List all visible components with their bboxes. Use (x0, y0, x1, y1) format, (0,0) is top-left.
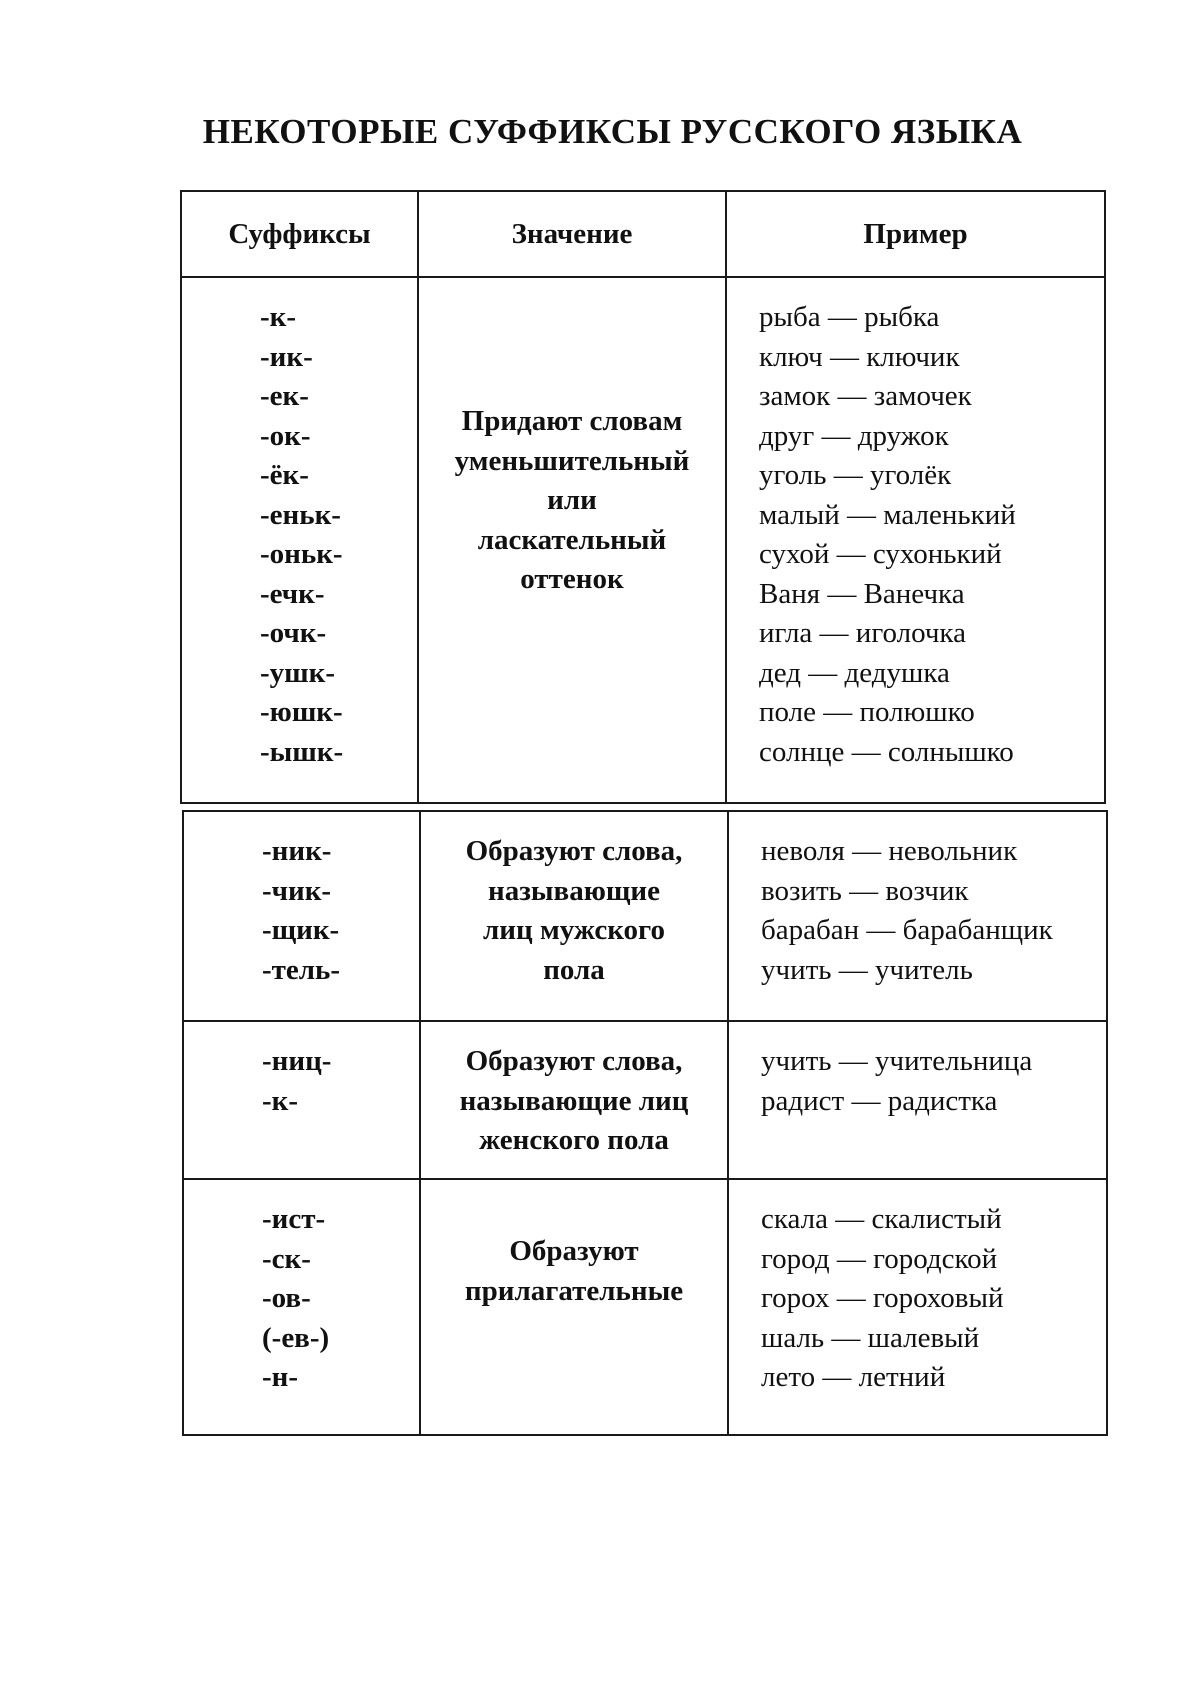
meaning-line: называющие лиц (459, 1084, 689, 1117)
example-pair (761, 872, 1106, 912)
example-pair (759, 614, 1104, 654)
derived-word: летний (858, 1361, 946, 1393)
base-word: учить (761, 1045, 832, 1077)
dash: — (837, 380, 867, 412)
page-title: НЕКОТОРЫЕ СУФФИКСЫ РУССКОГО ЯЗЫКА (202, 112, 1023, 151)
suffix-item: -щик- (262, 914, 340, 946)
meaning-cell (420, 1021, 728, 1179)
base-word: барабан (761, 914, 860, 946)
example-pair (759, 456, 1104, 496)
example-pair (759, 417, 1104, 457)
dash: — (847, 498, 877, 531)
derived-word: учительница (875, 1045, 1033, 1077)
derived-word: дружок (857, 419, 949, 452)
base-word: поле (759, 696, 816, 728)
derived-word: дедушка (844, 656, 950, 689)
suffix-item: -ник- (262, 835, 332, 867)
suffix-item: -ек- (260, 380, 309, 412)
examples-cell (728, 1021, 1107, 1179)
suffix-item: -юшк- (260, 696, 343, 728)
suffix-item: -ышк- (260, 735, 344, 768)
table-row (183, 1179, 1107, 1435)
base-word: малый (759, 498, 840, 531)
base-word: радист (761, 1084, 845, 1117)
derived-word: маленький (883, 498, 1016, 531)
derived-word: городской (873, 1242, 998, 1275)
base-word: учить (761, 953, 832, 986)
base-word: горох (761, 1282, 830, 1314)
suffix-item: -ёк- (260, 459, 309, 491)
derived-word: ключик (866, 340, 960, 373)
dash: — (808, 656, 838, 689)
examples-cell (726, 277, 1105, 803)
example-pair (761, 1082, 1106, 1122)
example-pair (761, 1200, 1106, 1240)
dash: — (831, 1321, 861, 1354)
derived-word: радистка (887, 1084, 998, 1117)
example-pair (759, 654, 1104, 694)
dash: — (836, 1282, 866, 1314)
meaning-line: Образуют (509, 1235, 639, 1267)
meaning-line: или (547, 484, 597, 516)
suffix-item: -ушк- (260, 656, 336, 689)
example-pair (761, 1240, 1106, 1280)
dash: — (836, 538, 866, 570)
suffix-item: -еньк- (260, 498, 341, 531)
table-row (183, 811, 1107, 1021)
example-pair (759, 377, 1104, 417)
table-row (181, 277, 1105, 803)
suffix-list (183, 1021, 420, 1179)
base-word: неволя (761, 835, 845, 867)
dash: — (827, 301, 857, 333)
example-pair (761, 1042, 1106, 1082)
derived-word: возчик (885, 874, 969, 907)
header-example: Пример (726, 191, 1105, 277)
meaning-line: называющие (488, 874, 660, 907)
dash: — (851, 735, 881, 768)
meaning-cell (420, 1179, 728, 1435)
examples-cell (728, 1179, 1107, 1435)
example-pair (759, 535, 1104, 575)
dash: — (819, 617, 849, 649)
suffix-list (181, 277, 418, 803)
header-meaning: Значение (418, 191, 726, 277)
dash: — (835, 1203, 865, 1235)
dash: — (866, 914, 896, 946)
header-suffixes: Суффиксы (181, 191, 418, 277)
dash: — (827, 577, 857, 610)
dash: — (833, 459, 863, 491)
dash: — (829, 340, 859, 373)
suffix-item: -ок- (260, 419, 311, 452)
derived-word: замочек (873, 380, 972, 412)
dash: — (823, 696, 853, 728)
base-word: сухой (759, 538, 830, 570)
suffix-item: -ист- (262, 1203, 326, 1235)
base-word: игла (759, 617, 813, 649)
base-word: город (761, 1242, 830, 1275)
derived-word: иголочка (855, 617, 966, 649)
dash: — (821, 419, 851, 452)
meaning-line: прилагательные (464, 1274, 684, 1307)
base-word: возить (761, 874, 842, 907)
meaning-line: оттенок (520, 563, 624, 595)
derived-word: учитель (875, 953, 973, 986)
example-pair (761, 911, 1106, 951)
base-word: рыба (759, 301, 821, 333)
dash: — (836, 1242, 866, 1275)
examples-cell (728, 811, 1107, 1021)
derived-word: невольник (888, 835, 1018, 867)
example-pair (761, 1279, 1106, 1319)
suffix-item: -ск- (262, 1242, 311, 1275)
base-word: скала (761, 1203, 828, 1235)
example-pair (761, 1319, 1106, 1359)
derived-word: солнышко (887, 735, 1014, 768)
example-pair (761, 1358, 1106, 1398)
meaning-line: Образуют слова, (465, 1045, 683, 1077)
suffix-item: -очк- (260, 617, 327, 649)
suffix-item: -чик- (262, 874, 332, 907)
derived-word: барабанщик (902, 914, 1053, 946)
suffix-item: -к- (260, 301, 297, 333)
suffix-item: -ик- (260, 340, 313, 373)
suffix-item: -ниц- (262, 1045, 332, 1077)
meaning-line: пола (543, 953, 605, 986)
base-word: уголь (759, 459, 827, 491)
base-word: друг (759, 419, 815, 452)
derived-word: сухонький (872, 538, 1002, 570)
table-row (183, 1021, 1107, 1179)
suffix-item: -ечк- (260, 577, 325, 610)
derived-word: полюшко (859, 696, 975, 728)
meaning-cell (420, 811, 728, 1021)
table-header-row (181, 191, 1105, 277)
example-pair (761, 832, 1106, 872)
example-pair (759, 733, 1104, 773)
base-word: ключ (759, 340, 823, 373)
meaning-line: лиц мужского (483, 914, 665, 946)
meaning-line: уменьшительный (454, 444, 690, 477)
dash: — (838, 1045, 868, 1077)
base-word: лето (761, 1361, 816, 1393)
suffix-table-diminutive (180, 190, 1106, 804)
base-word: замок (759, 380, 831, 412)
dash: — (849, 874, 879, 907)
example-pair (759, 575, 1104, 615)
example-pair (759, 338, 1104, 378)
suffix-item: -н- (262, 1361, 299, 1393)
base-word: Ваня (759, 577, 821, 610)
example-pair (759, 298, 1104, 338)
base-word: шаль (761, 1321, 825, 1354)
base-word: дед (759, 656, 801, 689)
suffix-item: -оньк- (260, 538, 343, 570)
suffix-item: -ов- (262, 1282, 311, 1314)
derived-word: Ванечка (863, 577, 965, 610)
meaning-line: ласкательный (477, 523, 667, 556)
suffix-list (183, 811, 420, 1021)
dash: — (838, 953, 868, 986)
dash: — (822, 1361, 852, 1393)
example-pair (759, 693, 1104, 733)
dash: — (852, 835, 882, 867)
derived-word: гороховый (872, 1282, 1004, 1314)
dash: — (851, 1084, 881, 1117)
suffix-item: -к- (262, 1084, 299, 1117)
derived-word: скалистый (871, 1203, 1002, 1235)
suffix-item: -тель- (262, 953, 341, 986)
suffix-table-other (182, 810, 1108, 1436)
meaning-line: женского пола (479, 1124, 669, 1156)
example-pair (759, 496, 1104, 536)
meaning-line: Образуют слова, (465, 835, 683, 867)
suffix-item: (-ев-) (262, 1321, 330, 1354)
meaning-line: Придают словам (461, 405, 683, 437)
meaning-cell (418, 277, 726, 803)
derived-word: шалевый (867, 1321, 980, 1354)
base-word: солнце (759, 735, 845, 768)
derived-word: рыбка (864, 301, 940, 333)
suffix-list (183, 1179, 420, 1435)
derived-word: уголёк (870, 459, 952, 491)
example-pair (761, 951, 1106, 991)
